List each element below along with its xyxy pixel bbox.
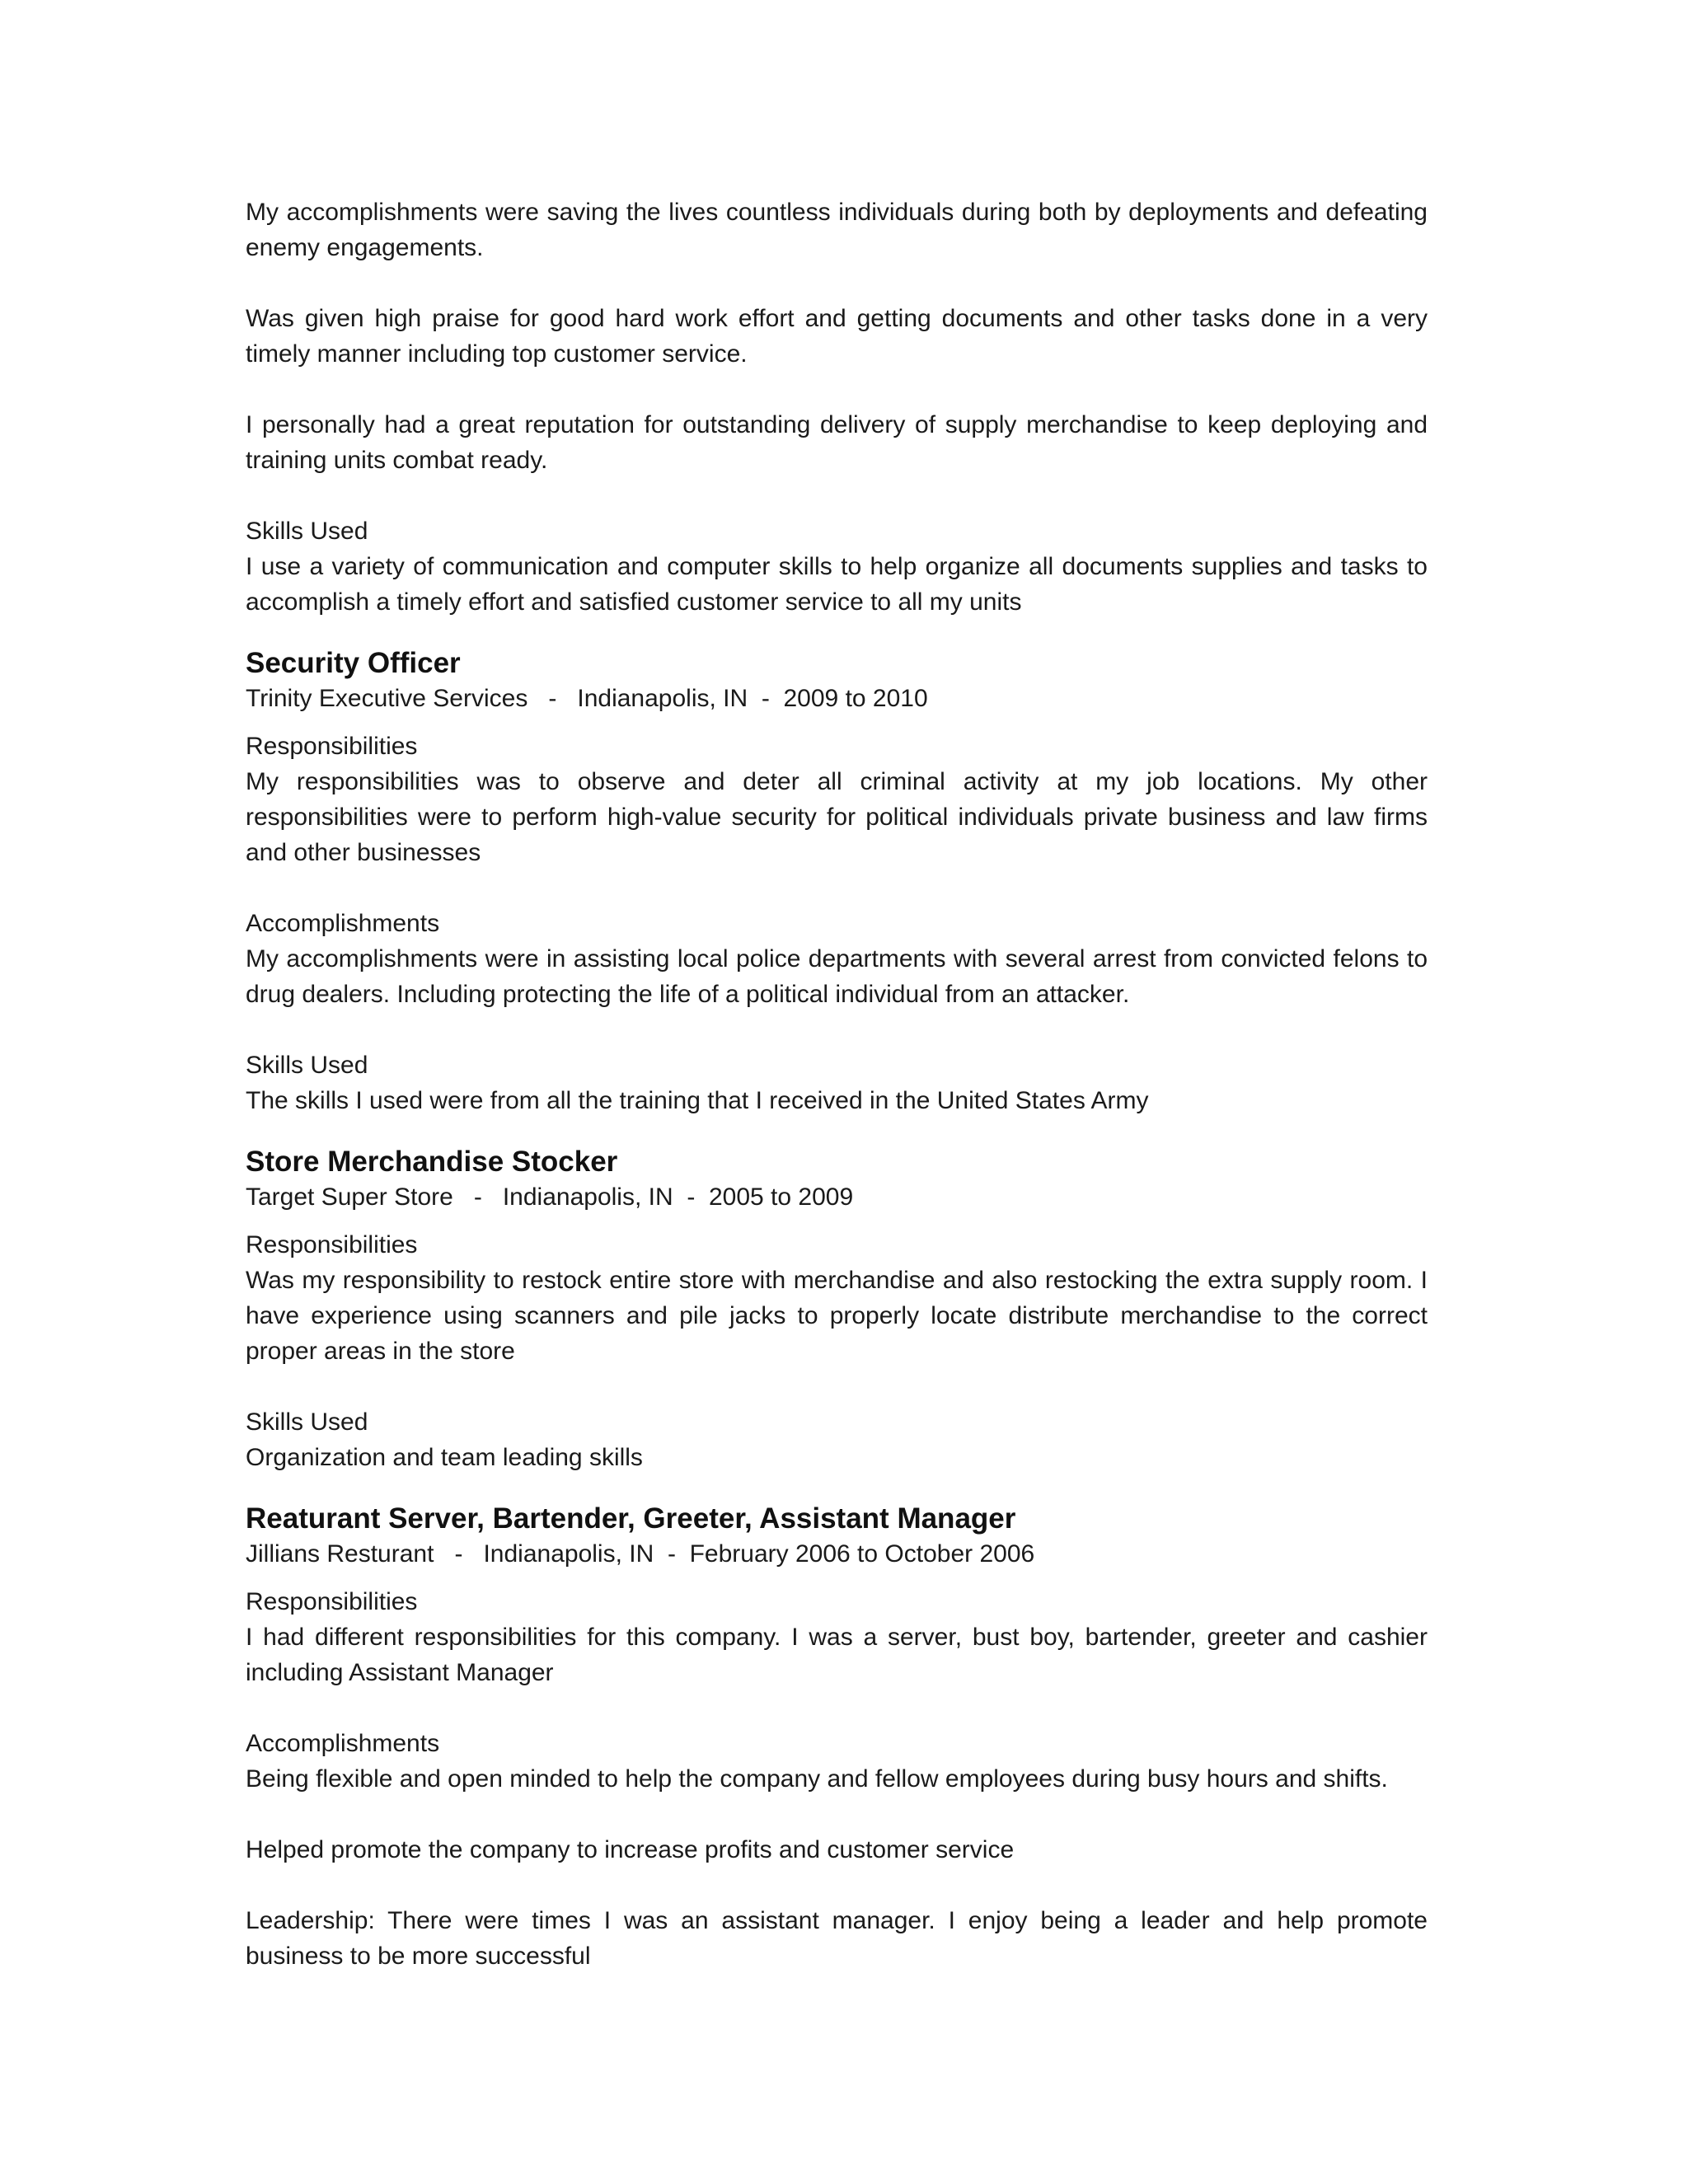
spacer — [246, 1868, 1428, 1903]
accomplishments-label: Accomplishments — [246, 1730, 440, 1757]
responsibilities-text: Was my responsibility to restock entire store with merchandise and also restocking the extra supply room. I have experience using scanners and pile jacks to properly locate distribute merchandise to the correct proper areas in the store — [246, 1267, 1428, 1365]
accomplishments-text: Helped promote the company to increase profits and customer service — [246, 1836, 1015, 1863]
spacer — [246, 1690, 1428, 1726]
skills-label: Skills Used — [246, 1408, 368, 1436]
meta-separator: - — [687, 1183, 696, 1211]
spacer — [246, 265, 1428, 301]
job-title: Reaturant Server, Bartender, Greeter, Assistant Manager — [246, 1502, 1016, 1535]
job-entry-store-stocker — [246, 1143, 1428, 1475]
accomplishments-text: Being flexible and open minded to help the company and fellow employees during busy hours and shifts. — [246, 1765, 1388, 1793]
skills-text: Organization and team leading skills — [246, 1444, 643, 1471]
job-title: Store Merchandise Stocker — [246, 1146, 618, 1178]
meta-separator: - — [548, 685, 557, 712]
job-location: Indianapolis, IN — [483, 1540, 654, 1568]
responsibilities-label: Responsibilities — [246, 1231, 418, 1258]
accomplishments-label: Accomplishments — [246, 910, 440, 937]
intro-accomplishment-1: My accomplishments were saving the lives countless individuals during both by deployments and defeating enemy engagements. — [246, 199, 1428, 261]
resume-page — [246, 194, 1428, 1974]
job-dates: 2005 to 2009 — [708, 1183, 854, 1211]
responsibilities-label: Responsibilities — [246, 733, 418, 760]
job-title: Security Officer — [246, 647, 461, 679]
spacer — [246, 1797, 1428, 1832]
spacer — [246, 478, 1428, 513]
job-entry-security-officer — [246, 644, 1428, 1118]
intro-accomplishment-3: I personally had a great reputation for outstanding delivery of supply merchandise to keep deploying and training units combat ready. — [246, 411, 1428, 474]
meta-separator: - — [473, 1183, 482, 1211]
meta-separator: - — [667, 1540, 676, 1568]
job-dates: February 2006 to October 2006 — [689, 1540, 1035, 1568]
meta-separator: - — [761, 685, 770, 712]
job-company: Trinity Executive Services — [246, 685, 528, 712]
spacer — [246, 1012, 1428, 1047]
intro-skills-label: Skills Used — [246, 518, 368, 545]
responsibilities-label: Responsibilities — [246, 1588, 418, 1615]
meta-separator: - — [454, 1540, 463, 1568]
accomplishments-text: My accomplishments were in assisting local police departments with several arrest from convicted felons to drug dealers. Including protecting the life of a political individual from an attacker. — [246, 945, 1428, 1008]
job-location: Indianapolis, IN — [577, 685, 748, 712]
job-dates: 2009 to 2010 — [783, 685, 928, 712]
spacer — [246, 372, 1428, 407]
job-company: Jillians Resturant — [246, 1540, 434, 1568]
accomplishments-text: Leadership: There were times I was an assistant manager. I enjoy being a leader and help promote business to be more successful — [246, 1907, 1428, 1970]
job-meta — [246, 1181, 1428, 1214]
job-meta — [246, 1538, 1428, 1571]
responsibilities-text: I had different responsibilities for this company. I was a server, bust boy, bartender, greeter and cashier including Assistant Manager — [246, 1624, 1428, 1686]
job-meta — [246, 682, 1428, 715]
job-company: Target Super Store — [246, 1183, 453, 1211]
spacer — [246, 1369, 1428, 1404]
skills-text: The skills I used were from all the training that I received in the United States Army — [246, 1087, 1149, 1114]
spacer — [246, 870, 1428, 906]
intro-accomplishment-2: Was given high praise for good hard work effort and getting documents and other tasks done in a very timely manner including top customer service. — [246, 305, 1428, 368]
skills-label: Skills Used — [246, 1052, 368, 1079]
job-entry-restaurant — [246, 1500, 1428, 1974]
job-location: Indianapolis, IN — [502, 1183, 673, 1211]
intro-skills-text: I use a variety of communication and computer skills to help organize all documents supplies and tasks to accomplish a timely effort and satisfied customer service to all my units — [246, 553, 1428, 616]
responsibilities-text: My responsibilities was to observe and deter all criminal activity at my job locations. My other responsibilities were to perform high-value security for political individuals private business and law firms and other businesses — [246, 768, 1428, 866]
